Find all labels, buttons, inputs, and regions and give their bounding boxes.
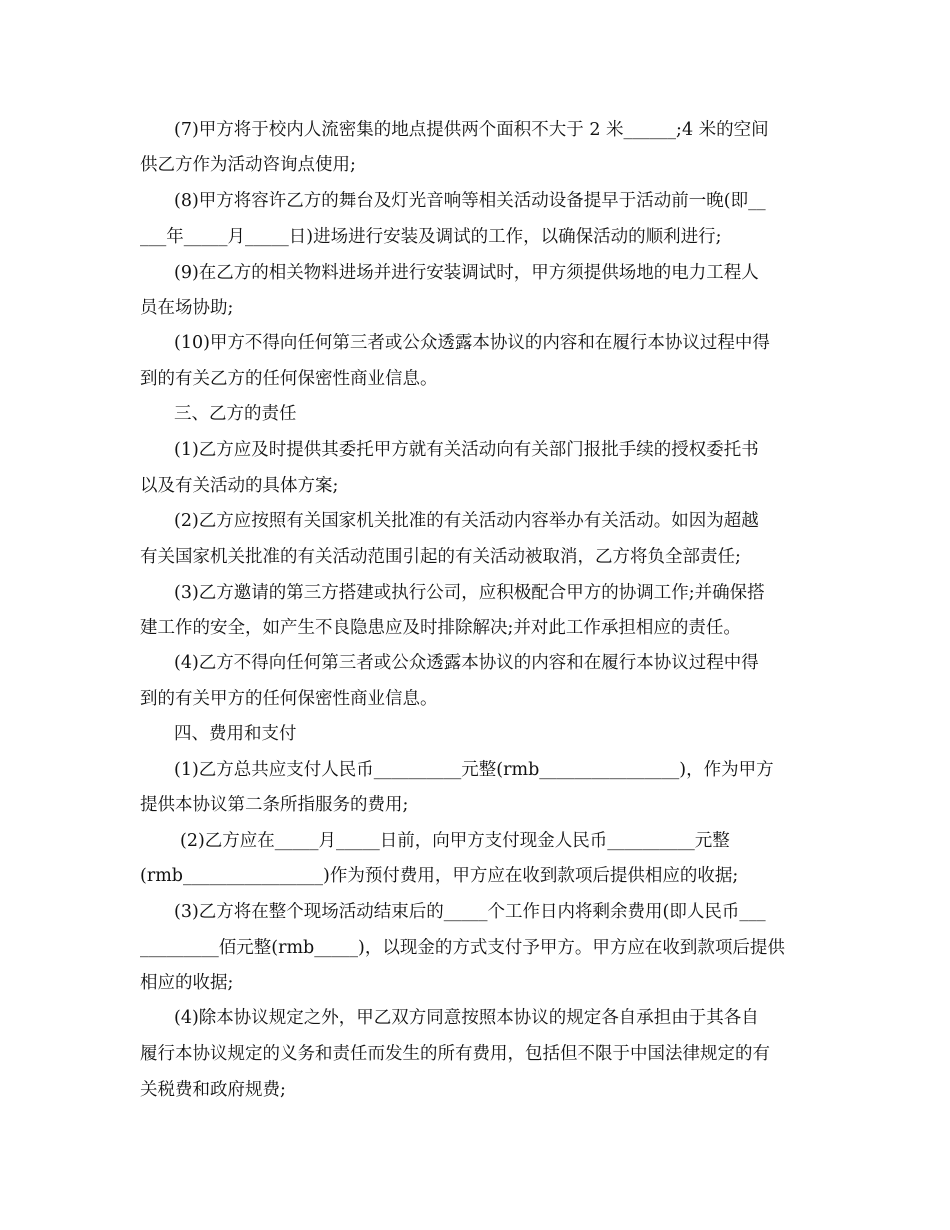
paragraph-line: (4)乙方不得向任何第三者或公众透露本协议的内容和在履行本协议过程中得 (174, 653, 759, 673)
paragraph-line: (8)甲方将容许乙方的舞台及灯光音响等相关活动设备提早于活动前一晚(即__ (174, 191, 766, 211)
paragraph-line: ___年_____月_____日)进场进行安装及调试的工作，以确保活动的顺利进行; (140, 227, 722, 247)
paragraph-line: (3)乙方邀请的第三方搭建或执行公司，应积极配合甲方的协调工作;并确保搭 (174, 583, 765, 603)
paragraph-line: 相应的收据; (140, 973, 234, 993)
paragraph-line: (10)甲方不得向任何第三者或公众透露本协议的内容和在履行本协议过程中得 (174, 333, 770, 353)
paragraph-line: 提供本协议第二条所指服务的费用; (140, 795, 409, 815)
paragraph-line: 以及有关活动的具体方案; (140, 476, 339, 496)
paragraph-line: 建工作的安全，如产生不良隐患应及时排除解决;并对此工作承担相应的责任。 (140, 618, 741, 638)
paragraph-line: (1)乙方应及时提供其委托甲方就有关活动向有关部门报批手续的授权委托书 (174, 440, 759, 460)
paragraph-line: 到的有关甲方的任何保密性商业信息。 (140, 689, 438, 709)
paragraph-line: _________佰元整(rmb_____)，以现金的方式支付予甲方。甲方应在收到款项后提供 (140, 938, 785, 958)
section-heading: 三、乙方的责任 (174, 404, 297, 424)
paragraph-line: (2)乙方应按照有关国家机关批准的有关活动内容举办有关活动。如因为超越 (174, 511, 759, 531)
paragraph-line: 员在场协助; (140, 298, 234, 318)
paragraph-line: (1)乙方总共应支付人民币__________元整(rmb________________)，作为甲方 (174, 760, 774, 780)
paragraph-line: (2)乙方应在_____月_____日前，向甲方支付现金人民币__________元整 (180, 831, 730, 851)
paragraph-line: (4)除本协议规定之外，甲乙双方同意按照本协议的规定各自承担由于其各自 (174, 1008, 759, 1028)
paragraph-line: 供乙方作为活动咨询点使用; (140, 155, 356, 175)
paragraph-line: 到的有关乙方的任何保密性商业信息。 (140, 369, 438, 389)
paragraph-line: (9)在乙方的相关物料进场并进行安装调试时，甲方须提供场地的电力工程人 (174, 263, 759, 283)
paragraph-line: 有关国家机关批准的有关活动范围引起的有关活动被取消，乙方将负全部责任; (140, 547, 741, 567)
paragraph-line: (rmb________________)作为预付费用，甲方应在收到款项后提供相应的收据; (140, 866, 739, 886)
section-heading: 四、费用和支付 (174, 724, 297, 744)
paragraph-line: 关税费和政府规费; (140, 1080, 286, 1100)
paragraph-line: 履行本协议规定的义务和责任而发生的所有费用，包括但不限于中国法律规定的有 (140, 1044, 770, 1064)
paragraph-line: (3)乙方将在整个现场活动结束后的_____个工作日内将剩余费用(即人民币___ (174, 902, 766, 922)
paragraph-line: (7)甲方将于校内人流密集的地点提供两个面积不大于 2 米______;4 米的空间 (174, 120, 769, 140)
